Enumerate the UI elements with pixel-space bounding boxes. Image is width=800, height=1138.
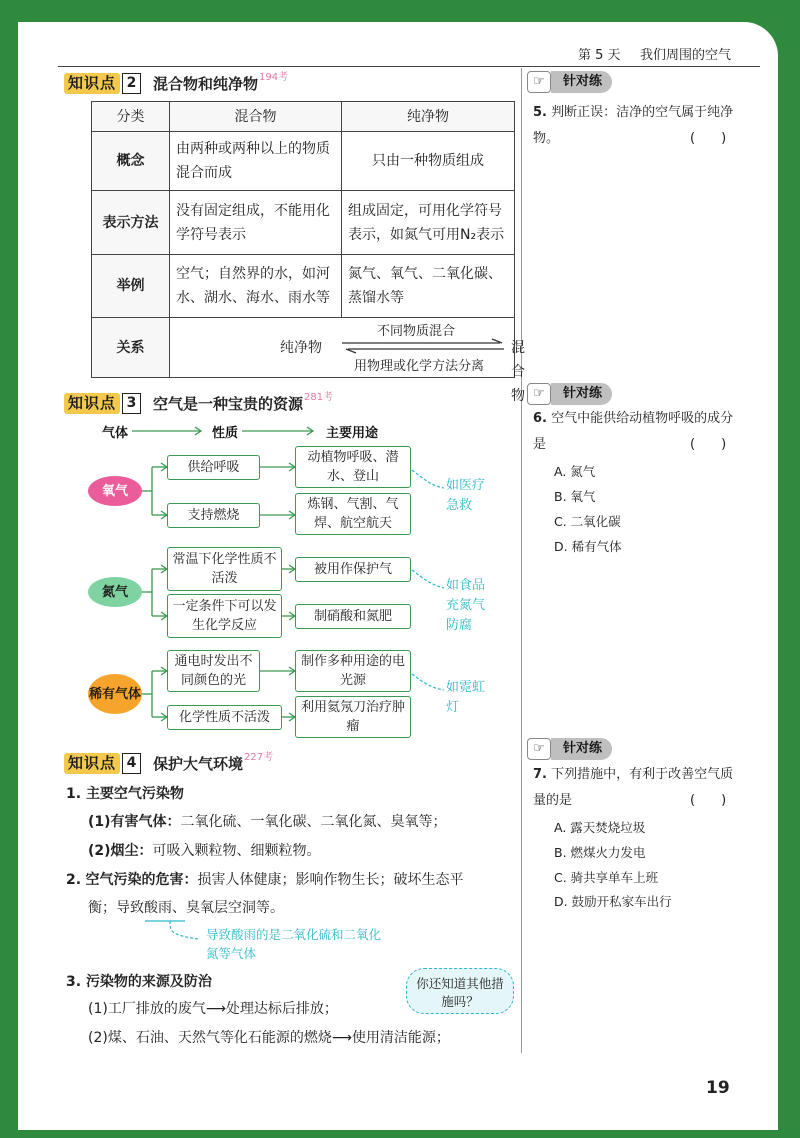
option[interactable]: B. 氧气 [554, 489, 596, 504]
option[interactable]: C. 二氧化碳 [554, 514, 621, 529]
use-note: 如医疗急救 [446, 478, 486, 513]
pointing-hand-icon: ☞ [527, 383, 551, 405]
q-text: 空气中能供给动植物呼吸的成分是 [533, 411, 734, 452]
table-header-cell: 分类 [92, 102, 170, 132]
s3-num: 3. [66, 974, 82, 990]
s2-text2: 衡；导致酸雨、臭氧层空洞等。 [88, 900, 284, 916]
use-box: 被用作保护气 [295, 557, 411, 582]
flow-head-property: 性质 [212, 426, 239, 441]
kp-badge: 知识点 [64, 393, 120, 414]
side-header-5 [527, 70, 612, 94]
q-num: 5. [533, 105, 547, 120]
kp-badge: 知识点 [64, 753, 120, 774]
kp4-heading [64, 752, 273, 774]
side-label: 针对练 [551, 738, 612, 760]
header-subject: 我们周围的空气 [640, 48, 732, 63]
use-box: 炼钢、气割、气焊、航空航天 [295, 493, 411, 535]
q-text: 下列措施中，有利于改善空气质量的是 [533, 767, 734, 808]
kp-title: 混合物和纯净物 [153, 74, 259, 93]
page-number: 19 [706, 1078, 730, 1098]
table-header-cell: 混合物 [170, 102, 342, 132]
option[interactable]: C. 骑共享单车上班 [554, 870, 659, 885]
use-box: 动植物呼吸、潜水、登山 [295, 446, 411, 488]
option[interactable]: D. 鼓励开私家车出行 [554, 894, 672, 909]
s1-l1-text: 二氧化硫、一氧化碳、二氧化氮、臭氧等； [180, 814, 447, 830]
row-label: 表示方法 [92, 191, 170, 255]
s1-line2 [88, 839, 321, 863]
s1-l1-label: (1)有害气体： [88, 814, 181, 830]
property-box: 常温下化学性质不活泼 [167, 547, 282, 591]
answer-paren: ( ) [690, 437, 727, 452]
row-label: 举例 [92, 255, 170, 318]
property-box: 支持燃烧 [167, 503, 260, 528]
s1-line1 [88, 810, 447, 834]
option[interactable]: D. 稀有气体 [554, 539, 622, 554]
s1-l2-label: (2)烟尘： [88, 843, 153, 859]
gas-oxygen: 氧气 [88, 476, 142, 506]
answer-paren: ( ) [690, 131, 727, 146]
s1-title: 主要空气污染物 [85, 786, 184, 802]
kp-number: 3 [122, 393, 141, 414]
answer-paren: ( ) [690, 793, 727, 808]
use-note: 如霓虹灯 [446, 680, 486, 715]
relation-left: 纯净物 [280, 339, 322, 356]
side-label: 针对练 [551, 383, 612, 405]
cell-pure: 组成固定，可用化学符号表示，如氮气可用N₂表示 [342, 191, 515, 255]
gas-noble: 稀有气体 [88, 674, 142, 714]
s2-num: 2. [66, 872, 82, 888]
s2-line1 [66, 868, 464, 892]
side-header-6 [527, 382, 612, 406]
option[interactable]: B. 燃煤火力发电 [554, 845, 646, 860]
cell-mixture: 由两种或两种以上的物质混合而成 [170, 132, 342, 191]
exam-count: 194考 [259, 71, 289, 83]
s2-text1: 损害人体健康；影响作物生长；破坏生态平 [197, 872, 464, 888]
row-label: 概念 [92, 132, 170, 191]
row-label: 关系 [92, 318, 170, 378]
kp-title: 空气是一种宝贵的资源 [153, 394, 304, 413]
use-box: 利用氦氖刀治疗肿瘤 [295, 696, 411, 738]
s1-heading [66, 782, 184, 806]
s2-note: 导致酸雨的是二氧化硫和二氧化氮等气体 [206, 927, 382, 961]
kp-badge: 知识点 [64, 73, 120, 94]
table-header-cell: 纯净物 [342, 102, 515, 132]
s1-l2-text: 可吸入颗粒物、细颗粒物。 [152, 843, 321, 859]
option[interactable]: A. 氮气 [554, 464, 596, 479]
exam-count: 227考 [244, 751, 274, 763]
option[interactable]: A. 露天焚烧垃圾 [554, 820, 646, 835]
property-box: 供给呼吸 [167, 455, 260, 480]
relation-bottom: 用物理或化学方法分离 [354, 358, 485, 374]
kp-number: 2 [122, 73, 141, 94]
s1-num: 1. [66, 786, 82, 802]
kp-title: 保护大气环境 [153, 754, 244, 773]
cell-mixture: 没有固定组成，不能用化学符号表示 [170, 191, 342, 255]
s3-title: 污染物的来源及防治 [85, 974, 212, 990]
property-box: 一定条件下可以发生化学反应 [167, 594, 282, 638]
header-chapter: 第 5 天 [578, 48, 621, 63]
property-box: 化学性质不活泼 [167, 705, 282, 730]
exam-count: 281考 [304, 391, 334, 403]
think-bubble: 你还知道其他措施吗？ [406, 968, 514, 1014]
flow-head-use: 主要用途 [326, 426, 379, 441]
cell-pure: 只由一种物质组成 [342, 132, 515, 191]
cell-pure: 氮气、氧气、二氧化碳、蒸馏水等 [342, 255, 515, 318]
use-note: 如食品充氮气防腐 [446, 578, 486, 633]
s2-title: 空气污染的危害： [85, 872, 198, 888]
s3-line1: (1)工厂排放的废气⟶处理达标后排放； [88, 1001, 338, 1017]
q-num: 7. [533, 767, 547, 782]
flow-head-gas: 气体 [102, 426, 129, 441]
relation-top: 不同物质混合 [377, 323, 456, 339]
gas-nitrogen: 氮气 [88, 577, 142, 607]
pointing-hand-icon: ☞ [527, 738, 551, 760]
cell-mixture: 空气；自然界的水，如河水、湖水、海水、雨水等 [170, 255, 342, 318]
pointing-hand-icon: ☞ [527, 71, 551, 93]
q-num: 6. [533, 411, 547, 426]
use-box: 制作多种用途的电光源 [295, 650, 411, 692]
use-box: 制硝酸和氮肥 [295, 604, 411, 629]
side-label: 针对练 [551, 71, 612, 93]
kp-number: 4 [122, 753, 141, 774]
side-header-7 [527, 737, 612, 761]
q-text: 判断正误：洁净的空气属于纯净物。 [533, 105, 734, 146]
relation-right: 混合物 [511, 339, 525, 404]
s3-heading [66, 970, 212, 994]
s3-line2: (2)煤、石油、天然气等化石能源的燃烧⟶使用清洁能源； [88, 1030, 450, 1046]
property-box: 通电时发出不同颜色的光 [167, 650, 260, 692]
